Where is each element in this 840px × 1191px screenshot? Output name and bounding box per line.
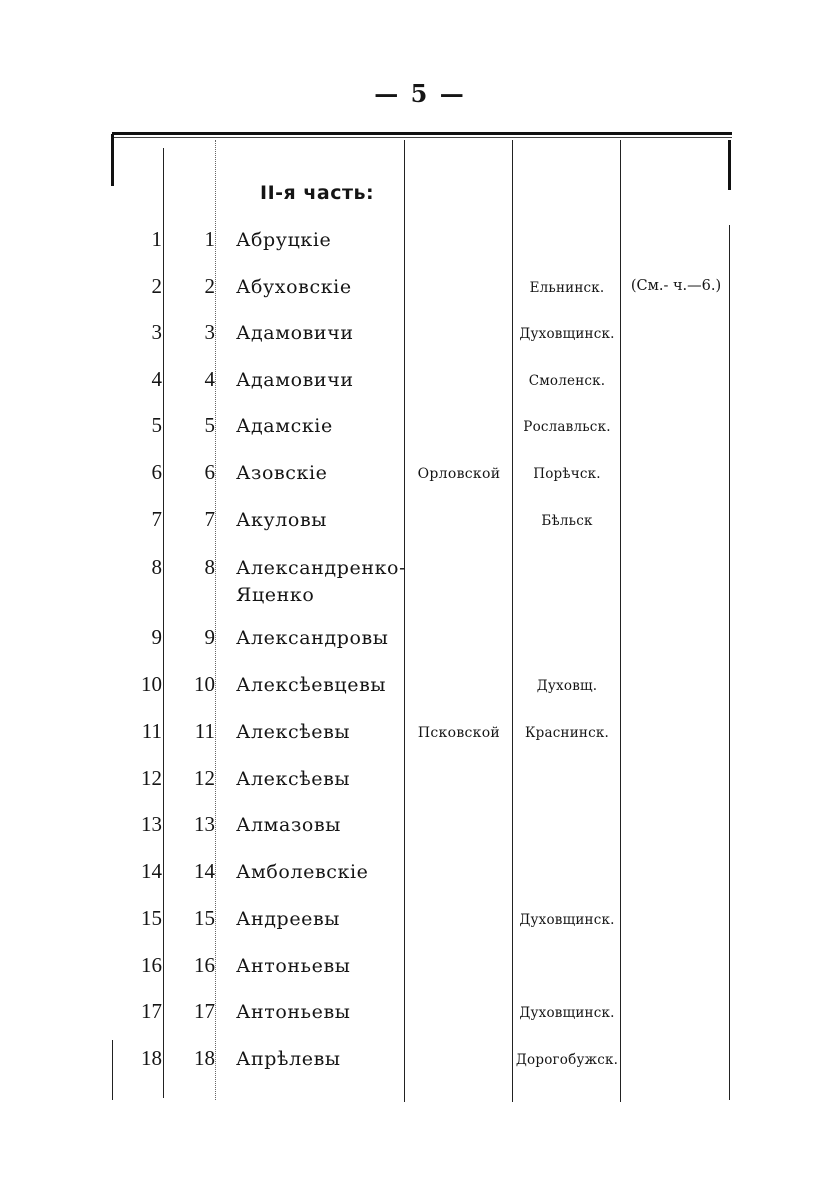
family-name: Антоньевы	[236, 955, 351, 977]
uezd: Смоленск.	[528, 373, 606, 389]
family-name: Апрѣлевы	[236, 1048, 341, 1070]
page-number: — 5 —	[374, 79, 466, 108]
table-row	[0, 413, 840, 453]
row-number-secondary: 5	[204, 413, 215, 437]
table-row	[0, 812, 840, 852]
row-number-secondary: 13	[194, 812, 215, 836]
table-row	[0, 672, 840, 712]
family-name: Адамовичи	[236, 322, 354, 344]
table-row	[0, 460, 840, 500]
family-name: Александренко- Яценко	[236, 557, 407, 606]
row-number-secondary: 9	[204, 625, 215, 649]
uezd: Дорогобужск.	[515, 1052, 619, 1068]
row-number: 18	[141, 1046, 162, 1070]
row-number-secondary: 3	[204, 320, 215, 344]
section-heading: II-я часть:	[260, 182, 375, 204]
family-name: Алексѣевцевы	[236, 674, 387, 696]
family-name: Антоньевы	[236, 1001, 351, 1023]
row-number: 8	[151, 555, 162, 579]
row-number: 12	[141, 766, 162, 790]
row-number: 5	[151, 413, 162, 437]
family-name: Алексѣевы	[236, 721, 351, 743]
family-name: Абруцкіе	[236, 229, 332, 251]
row-number: 15	[141, 906, 162, 930]
row-number: 17	[141, 999, 162, 1023]
table-row	[0, 859, 840, 899]
row-number-secondary: 2	[204, 274, 215, 298]
table-row	[0, 555, 840, 606]
family-name: Адамовичи	[236, 369, 354, 391]
family-name: Андреевы	[236, 908, 341, 930]
row-number: 6	[151, 460, 162, 484]
row-number-secondary: 1	[204, 227, 215, 251]
table-row	[0, 953, 840, 993]
uezd: Краснинск.	[525, 725, 609, 741]
uezd: Порѣчск.	[533, 466, 601, 482]
row-number-secondary: 15	[194, 906, 215, 930]
row-number-secondary: 11	[194, 719, 215, 743]
table-row	[0, 320, 840, 360]
uezd: Духовщинск.	[519, 326, 615, 342]
family-name: Алмазовы	[236, 814, 341, 836]
table-left-border	[111, 134, 114, 186]
table-row	[0, 999, 840, 1039]
uezd: Духовщинск.	[519, 1005, 615, 1021]
row-number-secondary: 10	[194, 672, 215, 696]
row-number-secondary: 12	[194, 766, 215, 790]
row-number: 1	[151, 227, 162, 251]
row-number-secondary: 7	[204, 507, 215, 531]
row-number: 3	[151, 320, 162, 344]
uezd: Ельнинск.	[529, 280, 605, 296]
table-row	[0, 227, 840, 267]
row-number: 2	[151, 274, 162, 298]
table-row	[0, 719, 840, 759]
table-row	[0, 766, 840, 806]
note: (См.- ч.—6.)	[630, 278, 722, 294]
family-name: Амболевскіе	[236, 861, 369, 883]
table-row	[0, 367, 840, 407]
row-number-secondary: 16	[194, 953, 215, 977]
row-number: 4	[151, 367, 162, 391]
row-number-secondary: 18	[194, 1046, 215, 1070]
family-name: Алексѣевы	[236, 768, 351, 790]
row-number-secondary: 8	[204, 555, 215, 579]
uezd: Духовщинск.	[519, 912, 615, 928]
table-row	[0, 906, 840, 946]
table-right-border	[728, 140, 731, 190]
row-number: 10	[141, 672, 162, 696]
row-number-secondary: 6	[204, 460, 215, 484]
table-top-rule-thin	[112, 137, 732, 138]
family-name: Азовскіе	[236, 462, 328, 484]
row-number-secondary: 14	[194, 859, 215, 883]
guberniya: Псковской	[417, 725, 501, 741]
uezd: Духовщ.	[536, 678, 598, 694]
table-row	[0, 1046, 840, 1086]
row-number-secondary: 4	[204, 367, 215, 391]
uezd: Бѣльск	[541, 513, 593, 529]
family-name: Александровы	[236, 627, 389, 649]
table-top-rule	[112, 132, 732, 135]
table-row	[0, 274, 840, 314]
family-name: Абуховскіе	[236, 276, 352, 298]
table-row	[0, 625, 840, 665]
row-number: 7	[151, 507, 162, 531]
family-name: Акуловы	[236, 509, 327, 531]
row-number: 11	[141, 719, 162, 743]
row-number: 9	[151, 625, 162, 649]
guberniya: Орловской	[417, 466, 501, 482]
row-number: 14	[141, 859, 162, 883]
family-name: Адамскіе	[236, 415, 333, 437]
row-number: 13	[141, 812, 162, 836]
table-row	[0, 507, 840, 547]
row-number-secondary: 17	[194, 999, 215, 1023]
row-number: 16	[141, 953, 162, 977]
uezd: Рославльск.	[523, 419, 611, 435]
